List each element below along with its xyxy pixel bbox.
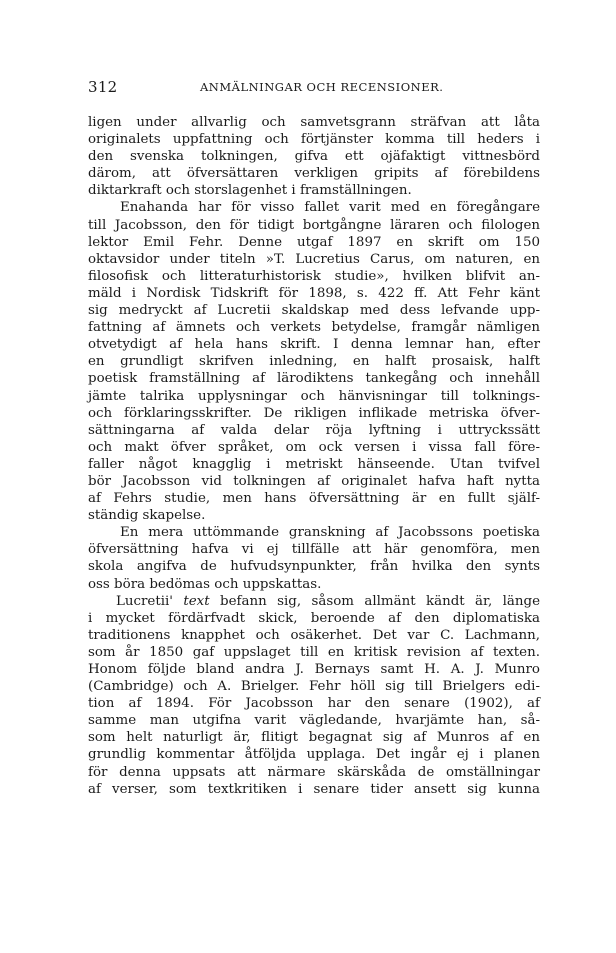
text-line: traditionens knapphet och osäkerhet. Det var C. Lachmann, bbox=[88, 627, 540, 643]
text-line: oktavsidor under titeln »T. Lucretius Carus, om naturen, en bbox=[88, 251, 540, 267]
text-line: tion af 1894. För Jacobsson har den senare (1902), af bbox=[88, 696, 540, 712]
text-fragment: Lucretii' bbox=[116, 593, 184, 609]
text-line: i mycket fördärfvadt skick, beroende af den diplomatiska bbox=[88, 610, 540, 626]
page-number: 312 bbox=[88, 78, 118, 96]
text-line: fattning af ämnets och verkets betydelse, framgår nämligen bbox=[88, 320, 540, 336]
text-line: faller något knagglig i metriskt hänseende. Utan tvifvel bbox=[88, 456, 540, 472]
text-line: samme man utgifna varit vägledande, hvarjämte han, så- bbox=[88, 713, 540, 729]
text-line: mäld i Nordisk Tidskrift för 1898, s. 422 ff. Att Fehr känt bbox=[88, 285, 540, 301]
text-line: ständig skapelse. bbox=[88, 508, 206, 524]
text-line: filosofisk och litteraturhistorisk studie», hvilken blifvit an- bbox=[88, 268, 540, 284]
body-text bbox=[88, 114, 540, 798]
text-line: som år 1850 gaf uppslaget till en kritisk revision af texten. bbox=[88, 644, 540, 660]
text-line: af Fehrs studie, men hans öfversättning är en fullt själf- bbox=[88, 491, 540, 507]
page-header bbox=[88, 78, 540, 100]
text-line: skola angifva de hufvudsynpunkter, från hvilka den synts bbox=[88, 559, 540, 575]
text-fragment: befann sig, såsom allmänt kändt är, länge bbox=[209, 593, 540, 609]
text-line: den svenska tolkningen, gifva ett ojäfaktigt vittnesbörd bbox=[88, 149, 540, 165]
text-line: (Cambridge) och A. Brielger. Fehr höll sig till Brielgers edi- bbox=[88, 679, 540, 695]
text-line: ligen under allvarlig och samvetsgrann sträfvan att låta bbox=[88, 115, 540, 130]
text-line: till Jacobsson, den för tidigt bortgångne läraren och filologen bbox=[88, 217, 540, 233]
paragraph-first-line: Enahanda har för visso fallet varit med en föregångare bbox=[120, 200, 540, 216]
text-line: bör Jacobsson vid tolkningen af originalet hafva haft nytta bbox=[88, 473, 540, 489]
text-line: som helt naturligt är, flitigt begagnat sig af Munros af en bbox=[88, 730, 540, 746]
text-line: Honom följde bland andra J. Bernays samt H. A. J. Munro bbox=[88, 662, 540, 677]
text-line: för denna uppsats att närmare skärskåda de omställningar bbox=[88, 764, 540, 780]
running-head: ANMÄLNINGAR OCH RECENSIONER. bbox=[200, 80, 444, 94]
text-line: sig medryckt af Lucretii skaldskap med dess lefvande upp- bbox=[88, 303, 540, 319]
text-line: poetisk framställning af lärodiktens tankegång och innehåll bbox=[88, 371, 540, 387]
paragraph-first-line bbox=[88, 593, 540, 610]
text-line: öfversättning hafva vi ej tillfälle att här genomföra, men bbox=[88, 542, 540, 558]
text-line: jämte talrika upplysningar och hänvisningar till tolknings- bbox=[88, 388, 540, 404]
text-line: af verser, som textkritiken i senare tider ansett sig kunna bbox=[88, 781, 540, 797]
text-line: oss böra bedömas och uppskattas. bbox=[88, 576, 322, 592]
text-line: otvetydigt af hela hans skrift. I denna lemnar han, efter bbox=[88, 337, 540, 353]
text-line: en grundligt skrifven inledning, en halft prosaisk, halft bbox=[88, 354, 540, 370]
text-line: därom, att öfversättaren verkligen gripits af förebildens bbox=[88, 166, 540, 182]
text-line: grundlig kommentar åtföljda upplaga. Det ingår ej i planen bbox=[88, 747, 540, 763]
text-line: originalets uppfattning och förtjänster komma till heders i bbox=[88, 132, 540, 148]
text-line: sättningarna af valda delar röja lyftning i uttryckssätt bbox=[88, 422, 540, 438]
italic-word: text bbox=[183, 593, 210, 609]
paragraph-first-line: En mera uttömmande granskning af Jacobssons poetiska bbox=[120, 525, 540, 541]
text-line: diktarkraft och storslagenhet i framställningen. bbox=[88, 183, 412, 199]
text-line: lektor Emil Fehr. Denne utgaf 1897 en skrift om 150 bbox=[88, 234, 540, 250]
text-line: och förklaringsskrifter. De rikligen inflikade metriska öfver- bbox=[88, 405, 540, 421]
text-line: och makt öfver språket, om ock versen i vissa fall före- bbox=[88, 439, 540, 455]
